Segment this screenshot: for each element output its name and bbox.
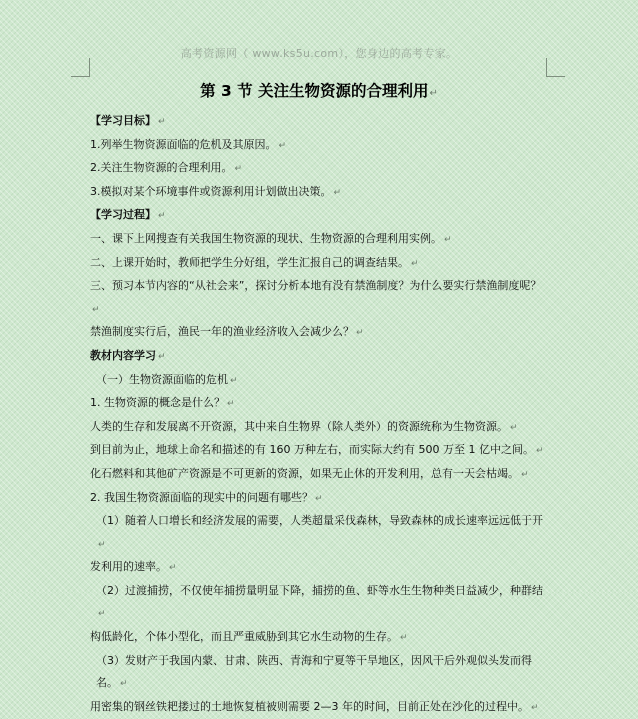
paragraph-mark-icon: ↵ bbox=[400, 633, 408, 644]
document-paragraph bbox=[90, 134, 550, 158]
paragraph-text: 构低龄化，个体小型化，而且严重威胁到其它水生动物的生存。 bbox=[90, 630, 398, 644]
paragraph-text: 到目前为止，地球上命名和描述的有 160 万种左右，而实际大约有 500 万至 1 亿中之间。 bbox=[90, 443, 534, 457]
paragraph-text: 3.模拟对某个环境事件或资源利用计划做出决策。 bbox=[90, 184, 332, 198]
paragraph-mark-icon: ↵ bbox=[535, 446, 544, 457]
paragraph-mark-icon: ↵ bbox=[356, 328, 364, 339]
margin-corner-mark bbox=[546, 58, 565, 77]
document-paragraph bbox=[90, 487, 550, 511]
paragraph-text: （3）发财产于我国内蒙、甘肃、陕西、青海和宁夏等干旱地区，因风干后外观似头发而得名。 bbox=[96, 653, 532, 690]
paragraph-mark-icon: ↵ bbox=[98, 609, 106, 620]
paragraph-mark-icon: ↵ bbox=[510, 422, 518, 433]
paragraph-text: （一）生物资源面临的危机 bbox=[96, 372, 228, 386]
document-paragraph bbox=[90, 345, 550, 369]
paragraph-mark-icon: ↵ bbox=[230, 375, 238, 386]
paragraph-mark-icon: ↵ bbox=[444, 234, 452, 245]
paragraph-mark-icon: ↵ bbox=[92, 304, 100, 315]
document-paragraph bbox=[90, 181, 550, 205]
document-paragraph bbox=[90, 416, 550, 440]
document-paragraph bbox=[90, 204, 550, 228]
document-paragraph bbox=[90, 580, 550, 626]
paragraph-text: 人类的生存和发展离不开资源，其中来自生物界（除人类外）的资源统称为生物资源。 bbox=[90, 419, 508, 433]
document-paragraph bbox=[90, 650, 550, 696]
paragraph-text: 禁渔制度实行后，渔民一年的渔业经济收入会减少么？ bbox=[90, 325, 354, 339]
document-paragraph bbox=[90, 463, 550, 487]
paragraph-text: （2）过渡捕捞，不仅使年捕捞量明显下降，捕捞的鱼、虾等水生生物种类日益减少，种群结 bbox=[96, 583, 543, 597]
document-paragraph bbox=[90, 556, 550, 580]
document-paragraph bbox=[90, 228, 550, 252]
paragraph-text: 1.列举生物资源面临的危机及其原因。 bbox=[90, 137, 277, 151]
document-paragraph bbox=[90, 321, 550, 345]
paragraph-text: 2. 我国生物资源面临的现实中的问题有哪些？ bbox=[90, 490, 313, 504]
document-paragraph bbox=[90, 510, 550, 556]
paragraph-text: 1. 生物资源的概念是什么？ bbox=[90, 396, 225, 410]
paragraph-mark-icon: ↵ bbox=[169, 563, 177, 574]
paragraph-mark-icon: ↵ bbox=[158, 117, 166, 127]
document-paragraph bbox=[90, 275, 550, 321]
paragraph-mark-icon: ↵ bbox=[98, 539, 106, 550]
document-paragraph bbox=[90, 392, 550, 416]
paragraph-mark-icon: ↵ bbox=[411, 258, 419, 269]
paragraph-text: 【学习过程】 bbox=[90, 208, 156, 222]
paragraph-mark-icon: ↵ bbox=[158, 211, 166, 222]
document-paragraph bbox=[90, 696, 550, 719]
paragraph-text: 二、上课开始时，教师把学生分好组，学生汇报自己的调查结果。 bbox=[90, 255, 409, 269]
page-header: 高考资源网（ www.ks5u.com），您身边的高考专家。 bbox=[180, 47, 458, 60]
paragraph-text: 化石燃料和其他矿产资源是不可更新的资源，如果无止休的开发利用，总有一天会枯竭。 bbox=[90, 466, 519, 480]
document-paragraph bbox=[90, 252, 550, 276]
document-body bbox=[90, 110, 550, 719]
paragraph-mark-icon: ↵ bbox=[531, 702, 539, 713]
paragraph-mark-icon: ↵ bbox=[120, 679, 128, 690]
document-paragraph bbox=[90, 626, 550, 650]
document-title bbox=[0, 79, 638, 101]
document-paragraph bbox=[90, 369, 550, 393]
paragraph-mark-icon: ↵ bbox=[158, 351, 166, 362]
paragraph-text: 发利用的速率。 bbox=[90, 560, 167, 574]
paragraph-text: 2.关注生物资源的合理利用。 bbox=[90, 161, 233, 175]
paragraph-text: 一、课下上网搜查有关我国生物资源的现状、生物资源的合理利用实例。 bbox=[90, 231, 442, 245]
margin-corner-mark bbox=[71, 58, 90, 77]
paragraph-mark-icon: ↵ bbox=[278, 140, 287, 151]
paragraph-text: 教材内容学习 bbox=[90, 348, 156, 362]
paragraph-text: 三、预习本节内容的“从社会来”，探讨分析本地有没有禁渔制度？为什么要实行禁渔制度呢？ bbox=[90, 279, 542, 293]
paragraph-mark-icon: ↵ bbox=[234, 164, 243, 175]
paragraph-mark-icon: ↵ bbox=[333, 187, 342, 198]
document-paragraph bbox=[90, 110, 550, 134]
document-title-text: 第 3 节 关注生物资源的合理利用 bbox=[200, 82, 429, 100]
paragraph-text: 【学习目标】 bbox=[90, 114, 156, 127]
document-paragraph bbox=[90, 157, 550, 181]
paragraph-text: 用密集的钢丝铁耙搂过的土地恢复植被则需要 2—3 年的时间，目前正处在沙化的过程中。 bbox=[90, 699, 529, 713]
paragraph-text: （1）随着人口增长和经济发展的需要，人类超量采伐森林，导致森林的成长速率远远低于开 bbox=[96, 514, 543, 528]
paragraph-mark-icon: ↵ bbox=[521, 469, 529, 480]
paragraph-mark-icon: ↵ bbox=[429, 88, 438, 99]
paragraph-mark-icon: ↵ bbox=[315, 493, 323, 504]
paragraph-mark-icon: ↵ bbox=[227, 399, 235, 410]
document-paragraph bbox=[90, 439, 550, 463]
